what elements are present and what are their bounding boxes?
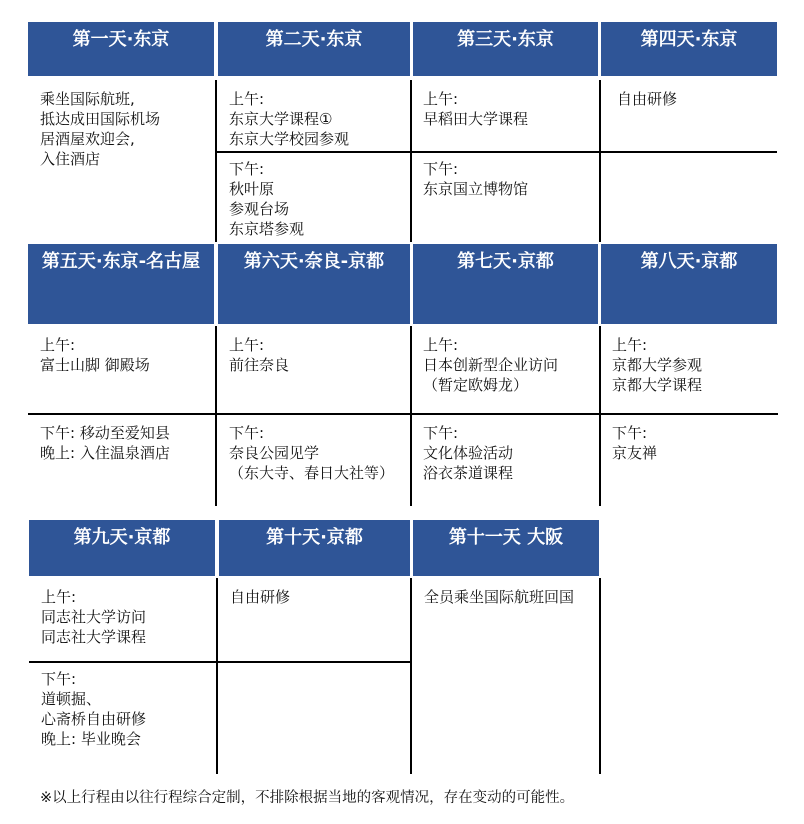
day5-afternoon: 下午: 移动至爱知县 晚上: 入住温泉酒店 — [40, 424, 170, 462]
divider — [600, 151, 777, 153]
day5-morning: 上午: 富士山脚 御殿场 — [40, 336, 150, 374]
divider — [599, 80, 601, 242]
divider — [599, 578, 601, 774]
divider — [215, 80, 217, 242]
divider — [216, 151, 600, 153]
day2-morning: 上午: 东京大学课程① 东京大学校园参观 — [229, 90, 350, 148]
day6-afternoon: 下午: 奈良公园见学 （东大寺、春日大社等） — [229, 424, 395, 482]
header-day3: 第三天·东京 — [413, 22, 598, 76]
header-day9: 第九天·京都 — [29, 520, 215, 576]
divider — [410, 578, 412, 774]
divider — [410, 80, 412, 242]
day7-afternoon: 下午: 文化体验活动 浴衣茶道课程 — [423, 424, 514, 482]
day2-afternoon: 下午: 秋叶原 参观台场 东京塔参观 — [229, 160, 305, 238]
day9-morning: 上午: 同志社大学访问 同志社大学课程 — [41, 588, 147, 646]
divider — [410, 326, 412, 506]
header-day10: 第十天·京都 — [219, 520, 410, 576]
day10-schedule: 自由研修 — [230, 588, 291, 606]
day6-morning: 上午: 前往奈良 — [229, 336, 290, 374]
day1-schedule: 乘坐国际航班, 抵达成田国际机场 居酒屋欢迎会, 入住酒店 — [40, 90, 161, 168]
day3-morning: 上午: 早稻田大学课程 — [423, 90, 529, 128]
day8-afternoon: 下午: 京友禅 — [612, 424, 658, 462]
header-day2: 第二天·东京 — [218, 22, 410, 76]
day3-afternoon: 下午: 东京国立博物馆 — [423, 160, 529, 198]
divider — [216, 578, 218, 774]
divider — [29, 661, 411, 663]
day8-morning: 上午: 京都大学参观 京都大学课程 — [612, 336, 703, 394]
divider — [599, 326, 601, 506]
header-day11: 第十一天 大阪 — [413, 520, 599, 576]
day11-schedule: 全员乘坐国际航班回国 — [424, 588, 575, 606]
header-day1: 第一天·东京 — [28, 22, 214, 76]
header-day6: 第六天·奈良-京都 — [218, 244, 410, 324]
day7-morning: 上午: 日本创新型企业访问 （暂定欧姆龙） — [423, 336, 559, 394]
header-day8: 第八天·京都 — [601, 244, 777, 324]
divider — [28, 413, 778, 415]
header-day5: 第五天·东京-名古屋 — [28, 244, 214, 324]
header-day7: 第七天·京都 — [413, 244, 598, 324]
day4-schedule: 自由研修 — [617, 90, 678, 108]
day9-afternoon: 下午: 道顿掘、 心斋桥自由研修 晚上: 毕业晚会 — [41, 670, 147, 748]
divider — [215, 326, 217, 506]
header-day4: 第四天·东京 — [601, 22, 777, 76]
footnote: ※以上行程由以往行程综合定制，不排除根据当地的客观情况，存在变动的可能性。 — [40, 790, 575, 806]
